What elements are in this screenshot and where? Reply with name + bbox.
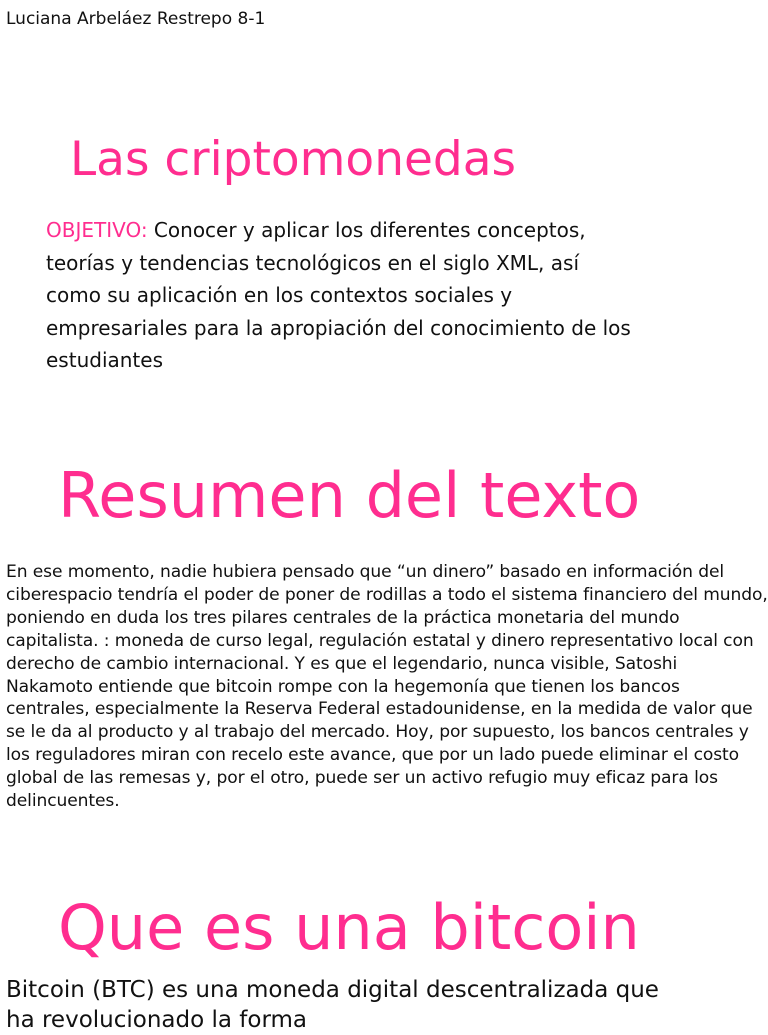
- title-las-criptomonedas: Las criptomonedas: [70, 132, 517, 187]
- title-que-es-una-bitcoin: Que es una bitcoin: [58, 891, 640, 964]
- objective-label: OBJETIVO:: [46, 218, 148, 242]
- objective-text: Conocer y aplicar los diferentes conceptos, teorías y tendencias tecnológicos en el siglo XML, así como su aplicación en los contextos sociales y empresariales para la apropiación del conocimiento de los estudiantes: [46, 218, 631, 372]
- title-resumen-del-texto: Resumen del texto: [58, 459, 641, 532]
- objective-paragraph: [46, 214, 636, 377]
- author-line: Luciana Arbeláez Restrepo 8-1: [6, 9, 266, 29]
- summary-paragraph: En ese momento, nadie hubiera pensado que “un dinero” basado en información del ciberespacio tendría el poder de poner de rodillas a todo el sistema financiero del mundo, poniendo en duda los tres pilares centrales de la práctica monetaria del mundo capitalista. : moneda de curso legal, regulación estatal y dinero representativo local con derecho de cambio internacional. Y es que el legendario, nunca visible, Satoshi Nakamoto entiende que bitcoin rompe con la hegemonía que tienen los bancos centrales, especialmente la Reserva Federal estadounidense, en la medida de valor que se le da al producto y al trabajo del mercado. Hoy, por supuesto, los bancos centrales y los reguladores miran con recelo este avance, que por un lado puede eliminar el costo global de las remesas y, por el otro, puede ser un activo refugio muy eficaz para los delincuentes.: [6, 562, 768, 812]
- bitcoin-intro-paragraph: Bitcoin (BTC) es una moneda digital descentralizada que ha revolucionado la forma: [6, 977, 659, 1033]
